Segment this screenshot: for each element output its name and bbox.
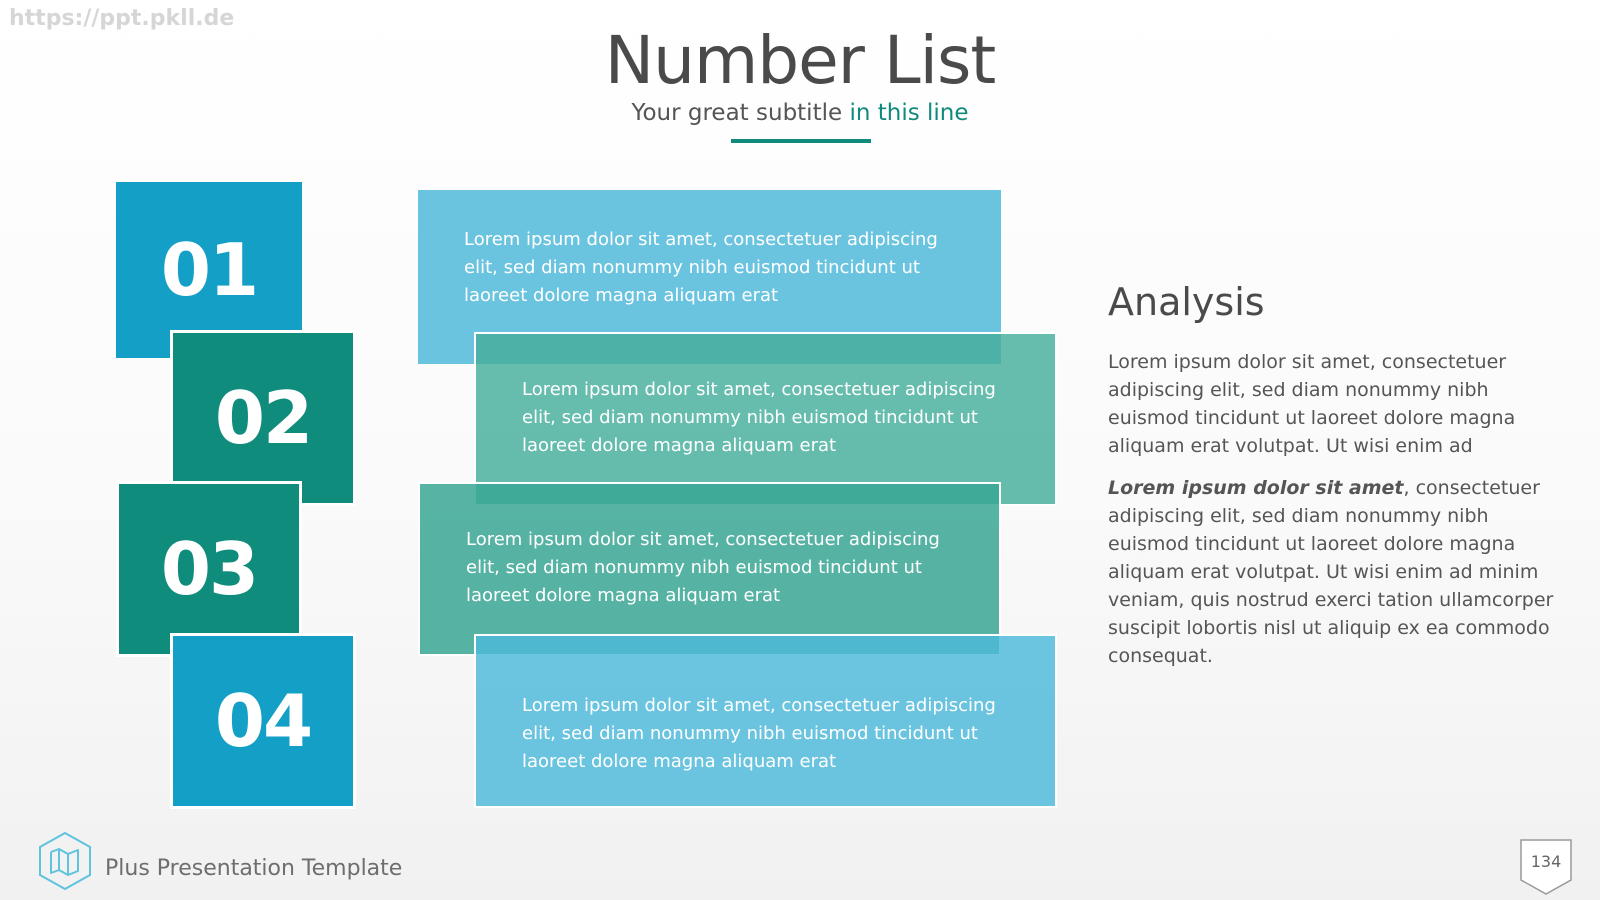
page-number: 134 xyxy=(1530,852,1562,871)
page-subtitle xyxy=(0,100,1600,126)
list-item-number-3: 03 xyxy=(116,481,302,657)
list-item-number-2: 02 xyxy=(170,330,356,506)
subtitle-plain: Your great subtitle xyxy=(631,100,850,126)
list-item-number-1: 01 xyxy=(116,182,302,358)
list-item-text-3: Lorem ipsum dolor sit amet, consectetuer adipiscing elit, sed diam nonummy nibh euismod tincidunt ut laoreet dolore magna aliquam erat xyxy=(418,482,1001,656)
subtitle-highlight: in this line xyxy=(849,100,969,126)
list-item-text-4: Lorem ipsum dolor sit amet, consectetuer adipiscing elit, sed diam nonummy nibh euismod tincidunt ut laoreet dolore magna aliquam erat xyxy=(474,634,1057,808)
list-item-text-2: Lorem ipsum dolor sit amet, consectetuer adipiscing elit, sed diam nonummy nibh euismod tincidunt ut laoreet dolore magna aliquam erat xyxy=(474,332,1057,506)
list-item-number-4: 04 xyxy=(170,633,356,809)
template-name: Plus Presentation Template xyxy=(105,856,403,881)
watermark-url: https://ppt.pkll.de xyxy=(9,6,235,31)
analysis-heading: Analysis xyxy=(1108,280,1265,324)
page-title: Number List xyxy=(604,22,996,99)
title-underline xyxy=(731,139,871,143)
analysis-emphasis: Lorem ipsum dolor sit amet xyxy=(1108,477,1404,499)
map-icon xyxy=(34,830,96,892)
analysis-paragraph-2 xyxy=(1108,474,1568,670)
analysis-paragraph-1: Lorem ipsum dolor sit amet, consectetuer adipiscing elit, sed diam nonummy nibh euismod tincidunt ut laoreet dolore magna aliquam erat volutpat. Ut wisi enim ad xyxy=(1108,351,1516,457)
analysis-paragraph-2-rest: , consectetuer adipiscing elit, sed diam nonummy nibh euismod tincidunt ut laoreet dolore magna aliquam erat volutpat. Ut wisi enim ad minim veniam, quis nostrud exerci tation ullamcorper suscipit lobortis nisl ut aliquip ex ea commodo consequat. xyxy=(1108,477,1554,667)
list-item-text-1: Lorem ipsum dolor sit amet, consectetuer adipiscing elit, sed diam nonummy nibh euismod tincidunt ut laoreet dolore magna aliquam erat xyxy=(418,190,1001,364)
